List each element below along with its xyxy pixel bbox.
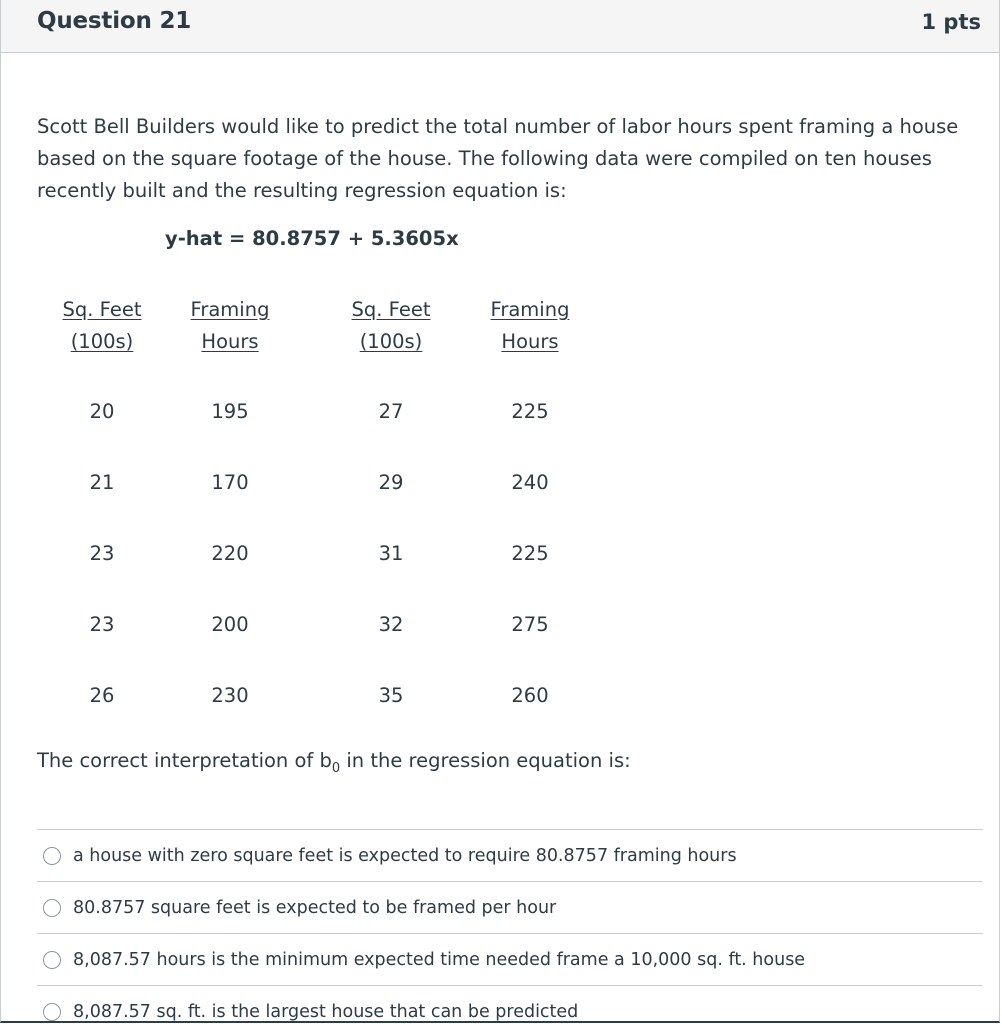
prompt-text: in the regression equation is:: [340, 749, 631, 772]
regression-equation: y-hat = 80.8757 + 5.3605x: [165, 227, 459, 250]
answer-option[interactable]: [37, 829, 983, 881]
table-cell: 23: [89, 542, 115, 565]
table-cell: 225: [511, 542, 549, 565]
table-cell: 27: [378, 400, 404, 423]
table-cell: 23: [89, 613, 115, 636]
table-cell: 21: [89, 471, 115, 494]
answer-list: [37, 829, 983, 1023]
column-header-line: (100s): [70, 330, 134, 353]
answer-label: a house with zero square feet is expected to require 80.8757 framing hours: [73, 845, 737, 866]
answer-label: 8,087.57 sq. ft. is the largest house that can be predicted: [73, 1001, 579, 1022]
prompt-text: The correct interpretation of b: [37, 749, 332, 772]
table-cell: 200: [211, 613, 249, 636]
column-header-line: Framing: [190, 298, 270, 321]
table-cell: 275: [511, 613, 549, 636]
table-cell: 260: [511, 684, 549, 707]
column-header-hours-2: [465, 294, 595, 358]
radio-button[interactable]: [43, 847, 61, 865]
answer-option[interactable]: [37, 933, 983, 985]
table-cell: 26: [89, 684, 115, 707]
answer-label: 80.8757 square feet is expected to be framed per hour: [73, 897, 557, 918]
radio-button[interactable]: [43, 951, 61, 969]
question-text-line: based on the square footage of the house. The following data were compiled on ten houses: [37, 147, 932, 170]
table-cell: 170: [211, 471, 249, 494]
table-cell: 31: [378, 542, 404, 565]
table-cell: 20: [89, 400, 115, 423]
prompt-subscript: 0: [331, 760, 341, 776]
question-prompt: [37, 749, 631, 776]
column-header-hours-1: [165, 294, 295, 358]
column-header-line: Hours: [501, 330, 559, 353]
column-header-sqfeet-2: [326, 294, 456, 358]
table-cell: 240: [511, 471, 549, 494]
table-cell: 230: [211, 684, 249, 707]
column-header-sqfeet-1: [37, 294, 167, 358]
table-cell: 29: [378, 471, 404, 494]
question-title: Question 21: [37, 8, 192, 34]
table-cell: 220: [211, 542, 249, 565]
question-text: [37, 111, 967, 207]
table-cell: 195: [211, 400, 249, 423]
column-header-line: Hours: [201, 330, 259, 353]
radio-button[interactable]: [43, 1003, 61, 1021]
column-header-line: Sq. Feet: [62, 298, 142, 321]
question-header: [1, 0, 999, 53]
table-cell: 225: [511, 400, 549, 423]
radio-button[interactable]: [43, 899, 61, 917]
column-header-line: Sq. Feet: [351, 298, 431, 321]
column-header-line: Framing: [490, 298, 570, 321]
answer-option[interactable]: [37, 881, 983, 933]
table-cell: 32: [378, 613, 404, 636]
question-text-line: recently built and the resulting regression equation is:: [37, 179, 567, 202]
answer-label: 8,087.57 hours is the minimum expected time needed frame a 10,000 sq. ft. house: [73, 949, 806, 970]
column-header-line: (100s): [359, 330, 423, 353]
question-text-line: Scott Bell Builders would like to predict the total number of labor hours spent framing a house: [37, 115, 959, 138]
question-points: 1 pts: [921, 10, 981, 34]
answer-option[interactable]: [37, 985, 983, 1023]
table-cell: 35: [378, 684, 404, 707]
